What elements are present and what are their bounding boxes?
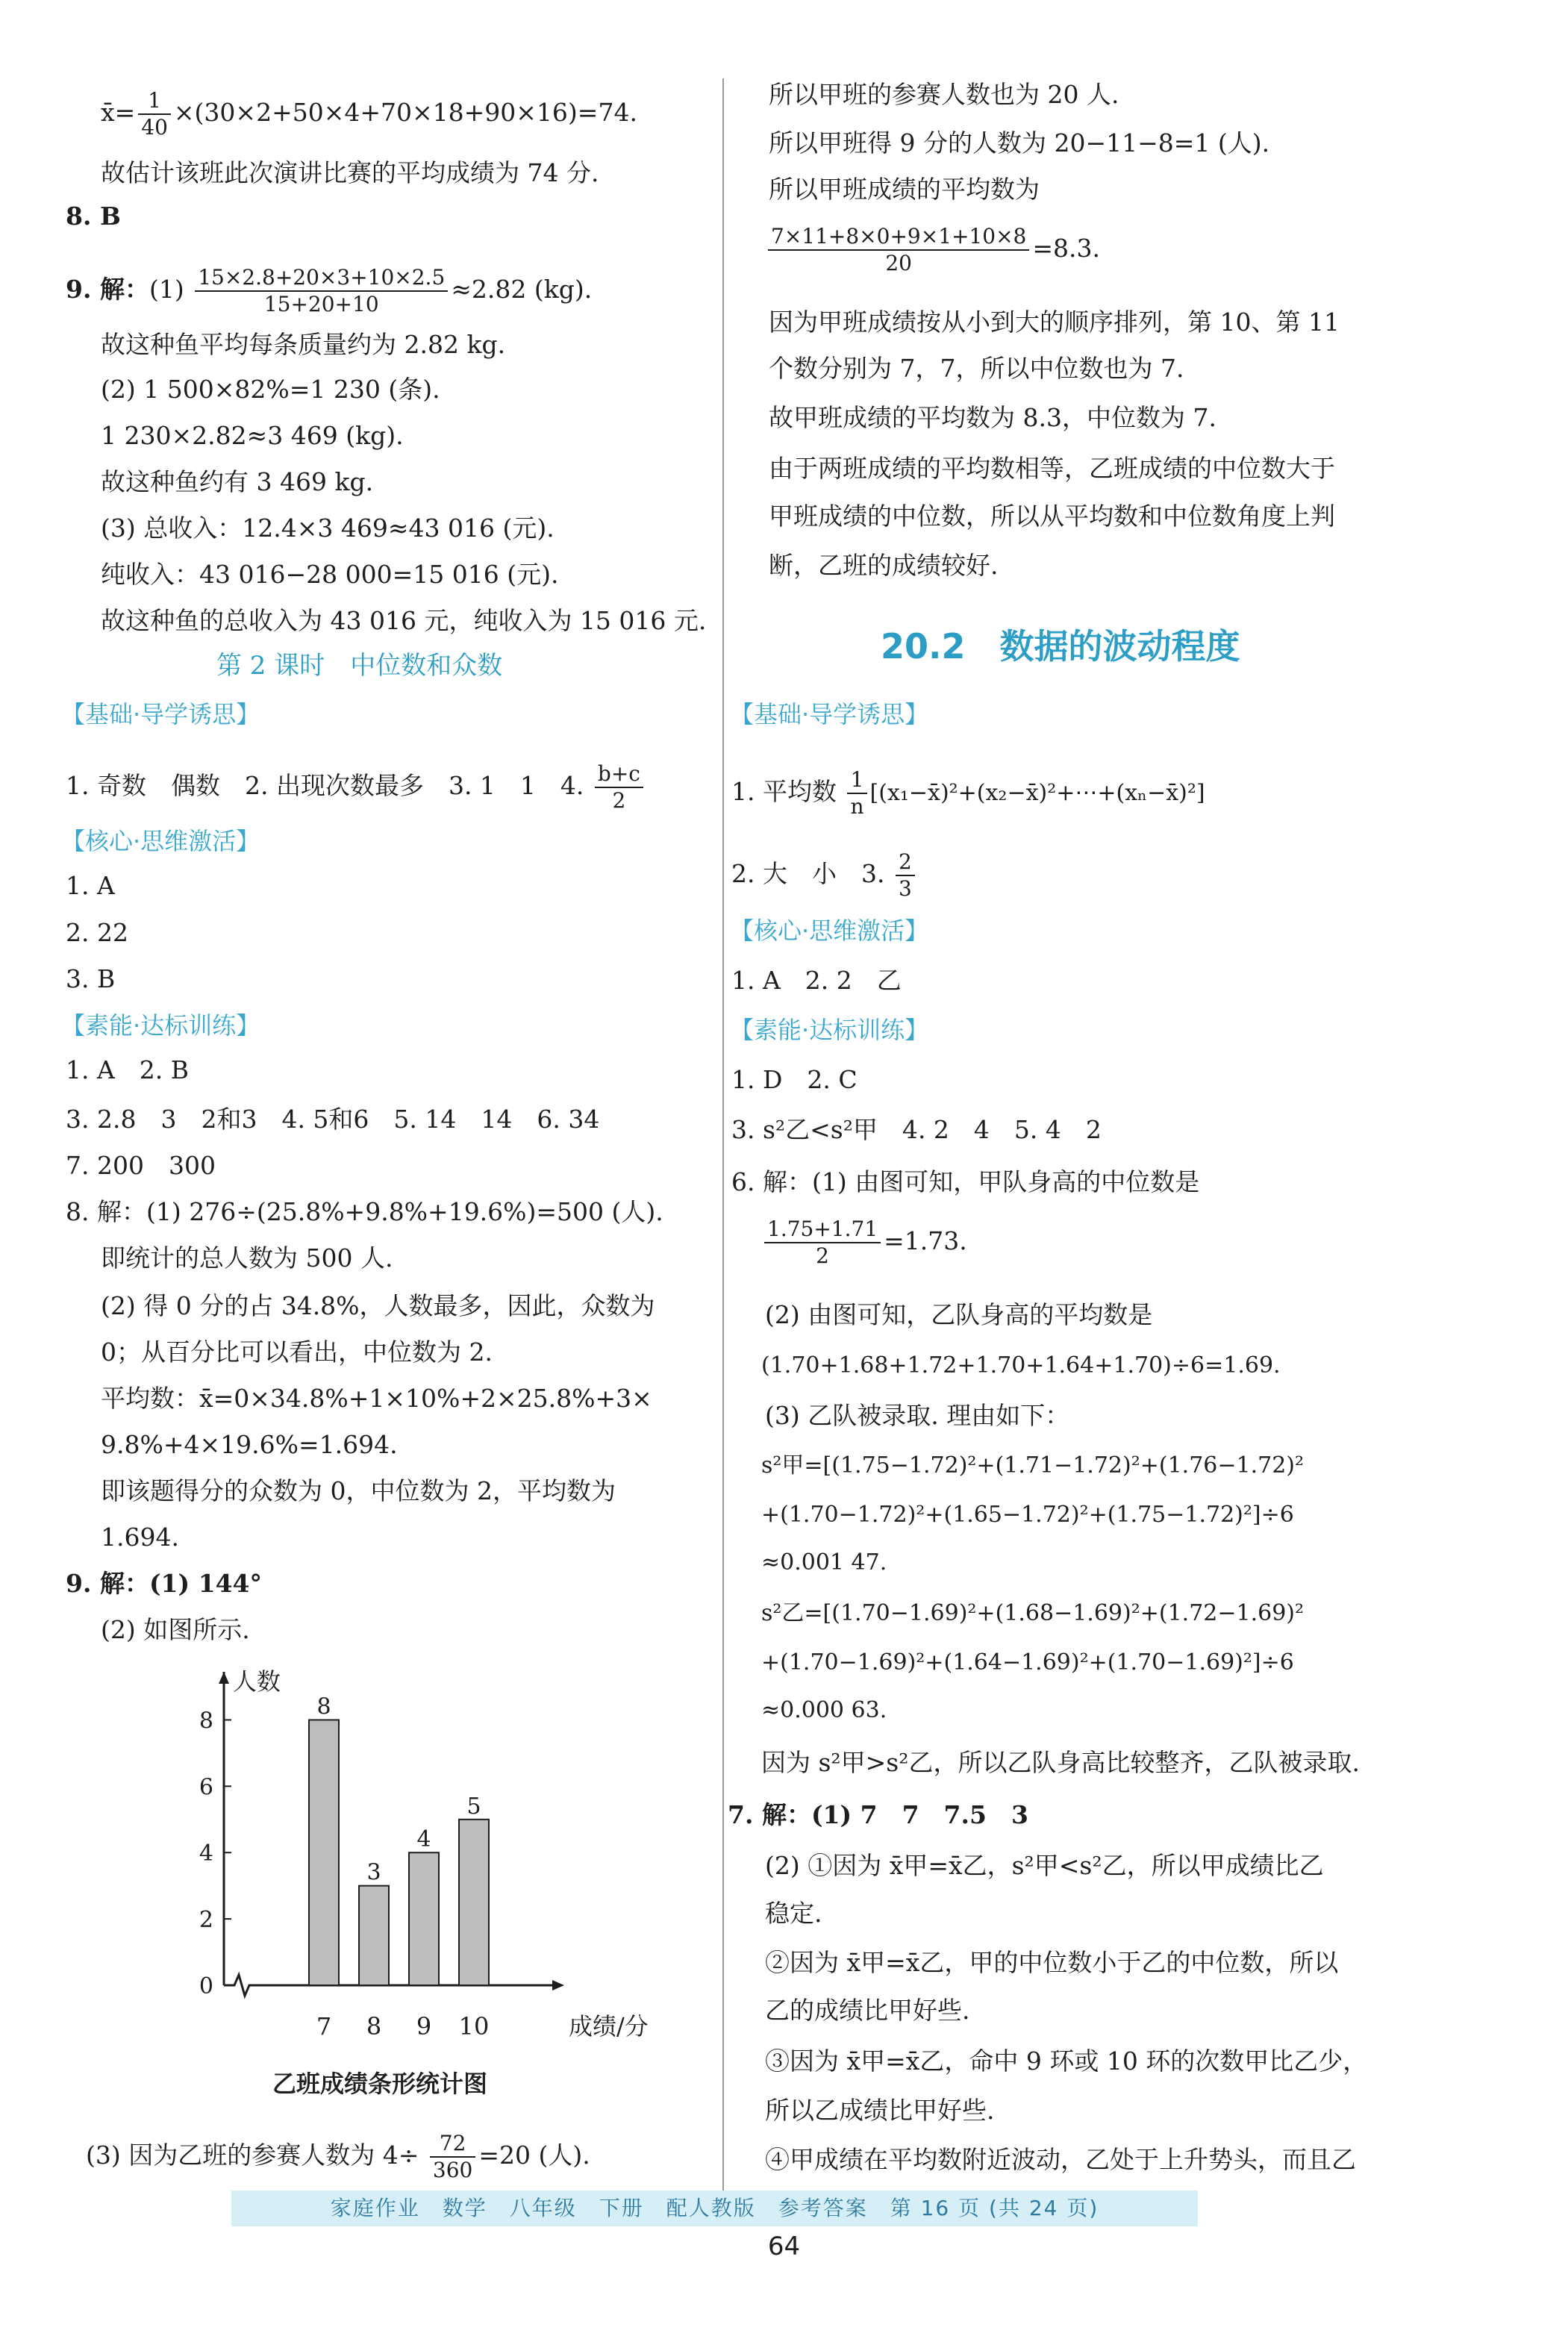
- footer-banner: 家庭作业 数学 八年级 下册 配人教版 参考答案 第 16 页 (共 24 页): [231, 2191, 1198, 2226]
- text-line: 故甲班成绩的平均数为 8.3，中位数为 7.: [769, 403, 1216, 432]
- text-line: ②因为 x̄甲=x̄乙，甲的中位数小于乙的中位数，所以: [765, 1948, 1339, 1977]
- x-tick-label: 10: [458, 2012, 490, 2041]
- answer-9-part1: 9. 解：(1) $\frac{15\times 2.8+20\times 3+10\times 2.5}{15+20+10}$ ≈2.82 (kg).: [66, 265, 593, 316]
- text-line: (3) 乙队被录取. 理由如下：: [765, 1401, 1070, 1430]
- text-line: (2) ①因为 x̄甲=x̄乙，s²甲<s²乙，所以甲成绩比乙: [765, 1851, 1324, 1880]
- y-tick-label: 0: [199, 1973, 213, 1999]
- class-jia-mean-fraction: $\frac{7\times 11+8\times 0+9\times 1+10\times 8}{20}$: [768, 224, 1029, 276]
- text-line: 故这种鱼的总收入为 43 016 元，纯收入为 15 016 元.: [101, 606, 707, 635]
- x-axis-label: 成绩/分: [569, 2012, 649, 2041]
- practice-answer-9: 9. 解：(1) 144°: [66, 1569, 263, 1598]
- fraction-b-plus-c: $\frac{b+c}{2}$: [595, 761, 643, 814]
- mean-formula-line: x̄= $\frac{1}{40}$ ×(30×2+50×4+70×18+90×16)=74.: [101, 88, 637, 140]
- practice-answer: 7. 200 300: [66, 1151, 216, 1180]
- x-tick-label: 7: [316, 2012, 332, 2041]
- text-line: ≈0.001 47.: [761, 1549, 887, 1576]
- core-answer: 1. A 2. 2 乙: [731, 966, 902, 995]
- section-tag-core: 【核心·思维激活】: [61, 827, 260, 855]
- text-line: 9.8%+4×19.6%=1.694.: [101, 1430, 398, 1459]
- text-line: 1.694.: [101, 1523, 179, 1552]
- text-line: 故估计该班此次演讲比赛的平均成绩为 74 分.: [101, 158, 599, 187]
- x-tick-label: 9: [416, 2012, 432, 2041]
- practice-answer: 1. A 2. B: [66, 1055, 190, 1084]
- core-answer: 3. B: [66, 964, 116, 993]
- bar-value-label: 3: [366, 1859, 381, 1886]
- core-answer: 1. A: [66, 871, 115, 900]
- text-line: 稳定.: [765, 1899, 822, 1928]
- text-line: 乙的成绩比甲好些.: [765, 1996, 970, 2025]
- y-tick-label: 2: [199, 1907, 213, 1934]
- text-line: 由于两班成绩的平均数相等，乙班成绩的中位数大于: [769, 454, 1335, 483]
- section-tag-practice: 【素能·达标训练】: [61, 1011, 260, 1040]
- practice-answer: 1. D 2. C: [731, 1065, 858, 1094]
- text-line: (2) 得 0 分的占 34.8%，人数最多，因此，众数为: [101, 1291, 655, 1320]
- bar-value-label: 8: [316, 1693, 331, 1720]
- section-tag-basic: 【基础·导学诱思】: [730, 700, 929, 728]
- left-last-line: (3) 因为乙班的参赛人数为 4÷ $\frac{72}{360}$ =20 (人).: [86, 2131, 590, 2182]
- section-title: 20.2 数据的波动程度: [881, 626, 1240, 666]
- text-line: 1 230×2.82≈3 469 (kg).: [101, 421, 404, 450]
- text-line: ③因为 x̄甲=x̄乙，命中 9 环或 10 环的次数甲比乙少，: [765, 2046, 1368, 2076]
- text-line: (3) 总收入：12.4×3 469≈43 016 (元).: [101, 513, 555, 543]
- text-line: 所以甲班得 9 分的人数为 20−11−8=1 (人).: [769, 128, 1270, 157]
- page-number: 64: [767, 2232, 801, 2261]
- x-tick-label: 8: [366, 2012, 382, 2041]
- practice-answer: 3. s²乙<s²甲 4. 2 4 5. 4 2: [731, 1115, 1102, 1144]
- text-line: 因为甲班成绩按从小到大的顺序排列，第 10、第 11: [769, 307, 1340, 337]
- median-jia-line: $\frac{1.75+1.71}{2}$ =1.73.: [761, 1217, 967, 1269]
- median-fraction: $\frac{1.75+1.71}{2}$: [764, 1217, 881, 1269]
- bar: [309, 1720, 339, 1985]
- fraction-1-40: $\frac{1}{40}$: [138, 88, 171, 140]
- y-tick-label: 4: [199, 1840, 213, 1867]
- text-line: 断，乙班的成绩较好.: [769, 551, 999, 580]
- section-tag-basic: 【基础·导学诱思】: [61, 700, 260, 728]
- fraction-72-360: $\frac{72}{360}$: [430, 2131, 475, 2183]
- lesson-title: 第 2 课时 中位数和众数: [216, 651, 503, 681]
- text-line: 故这种鱼约有 3 469 kg.: [101, 467, 374, 496]
- text-line: 个数分别为 7，7，所以中位数也为 7.: [769, 354, 1184, 383]
- core-answer: 2. 22: [66, 918, 128, 947]
- basic-answers: 1. 奇数 偶数 2. 出现次数最多 3. 1 1 4. $\frac{b+c}{2}$: [66, 761, 646, 814]
- text-line: 所以甲班的参赛人数也为 20 人.: [769, 80, 1119, 109]
- fraction-1-n: $\frac{1}{n}$: [847, 767, 866, 819]
- practice-answer: 3. 2.8 3 2和3 4. 5和6 5. 14 14 6. 34: [66, 1105, 600, 1134]
- class-jia-mean-line: $\frac{7\times 11+8\times 0+9\times 1+10\times 8}{20}$ =8.3.: [765, 224, 1100, 276]
- bar-value-label: 5: [466, 1793, 481, 1820]
- text-line: 0；从百分比可以看出，中位数为 2.: [101, 1337, 493, 1367]
- x-axis-arrow: [552, 1980, 564, 1991]
- practice-answer: 8. 解：(1) 276÷(25.8%+9.8%+19.6%)=500 (人).: [66, 1197, 663, 1226]
- bar-value-label: 4: [416, 1826, 431, 1853]
- practice-answer-6: 6. 解：(1) 由图可知，甲队身高的中位数是: [731, 1167, 1200, 1196]
- text-line: +(1.70−1.72)²+(1.65−1.72)²+(1.75−1.72)²]÷6: [761, 1502, 1294, 1528]
- text-line: (1.70+1.68+1.72+1.70+1.64+1.70)÷6=1.69.: [761, 1352, 1281, 1378]
- section-tag-practice: 【素能·达标训练】: [730, 1016, 929, 1044]
- text-line: s²乙=[(1.70−1.69)²+(1.68−1.69)²+(1.72−1.69)²: [761, 1600, 1305, 1626]
- text-line: 纯收入：43 016−28 000=15 016 (元).: [101, 560, 559, 589]
- answer-8: 8. B: [66, 202, 121, 231]
- text-line: 故这种鱼平均每条质量约为 2.82 kg.: [101, 330, 506, 359]
- bar: [359, 1886, 389, 1985]
- section-tag-core: 【核心·思维激活】: [730, 917, 929, 945]
- fish-mean-fraction: $\frac{15\times 2.8+20\times 3+10\times 2.5}{15+20+10}$: [195, 265, 448, 317]
- text-line: 所以乙成绩比甲好些.: [765, 2096, 995, 2125]
- text-line: +(1.70−1.69)²+(1.64−1.69)²+(1.70−1.69)²]÷6: [761, 1649, 1294, 1676]
- text-line: (2) 如图所示.: [101, 1615, 250, 1644]
- column-divider: [722, 78, 724, 2191]
- text-line: (2) 由图可知，乙队身高的平均数是: [765, 1300, 1153, 1329]
- fraction-2-3: $\frac{2}{3}$: [896, 849, 915, 902]
- text-line: 平均数：x̄=0×34.8%+1×10%+2×25.8%+3×: [101, 1384, 652, 1413]
- bar: [409, 1852, 439, 1985]
- text-line: 即统计的总人数为 500 人.: [101, 1243, 393, 1273]
- text-line: 所以甲班成绩的平均数为: [769, 175, 1040, 204]
- variance-formula-line: 1. 平均数 $\frac{1}{n}$ [(x₁−x̄)²+(x₂−x̄)²+⋯+(xₙ−x̄)²]: [731, 767, 1205, 819]
- text-line: 甲班成绩的中位数，所以从平均数和中位数角度上判: [769, 502, 1335, 531]
- bar-chart: [164, 1657, 649, 2075]
- text-line: 因为 s²甲>s²乙，所以乙队身高比较整齐，乙队被录取.: [761, 1748, 1360, 1777]
- y-tick-label: 8: [199, 1708, 213, 1735]
- text-line: (2) 1 500×82%=1 230 (条).: [101, 375, 440, 404]
- practice-answer-7: 7. 解：(1) 7 7 7.5 3: [728, 1800, 1028, 1829]
- y-axis-arrow: [219, 1672, 229, 1684]
- basic-answers-2: 2. 大 小 3. $\frac{2}{3}$: [731, 849, 918, 902]
- y-tick-label: 6: [199, 1774, 213, 1801]
- chart-title: 乙班成绩条形统计图: [272, 2070, 488, 2098]
- text-line: ≈0.000 63.: [761, 1697, 887, 1723]
- text-line: ④甲成绩在平均数附近波动，乙处于上升势头，而且乙: [765, 2145, 1356, 2174]
- text-line: 即该题得分的众数为 0，中位数为 2，平均数为: [101, 1476, 616, 1505]
- text-line: s²甲=[(1.75−1.72)²+(1.71−1.72)²+(1.76−1.72)²: [761, 1452, 1305, 1479]
- bar: [459, 1820, 489, 1985]
- y-axis-label: 人数: [233, 1667, 281, 1696]
